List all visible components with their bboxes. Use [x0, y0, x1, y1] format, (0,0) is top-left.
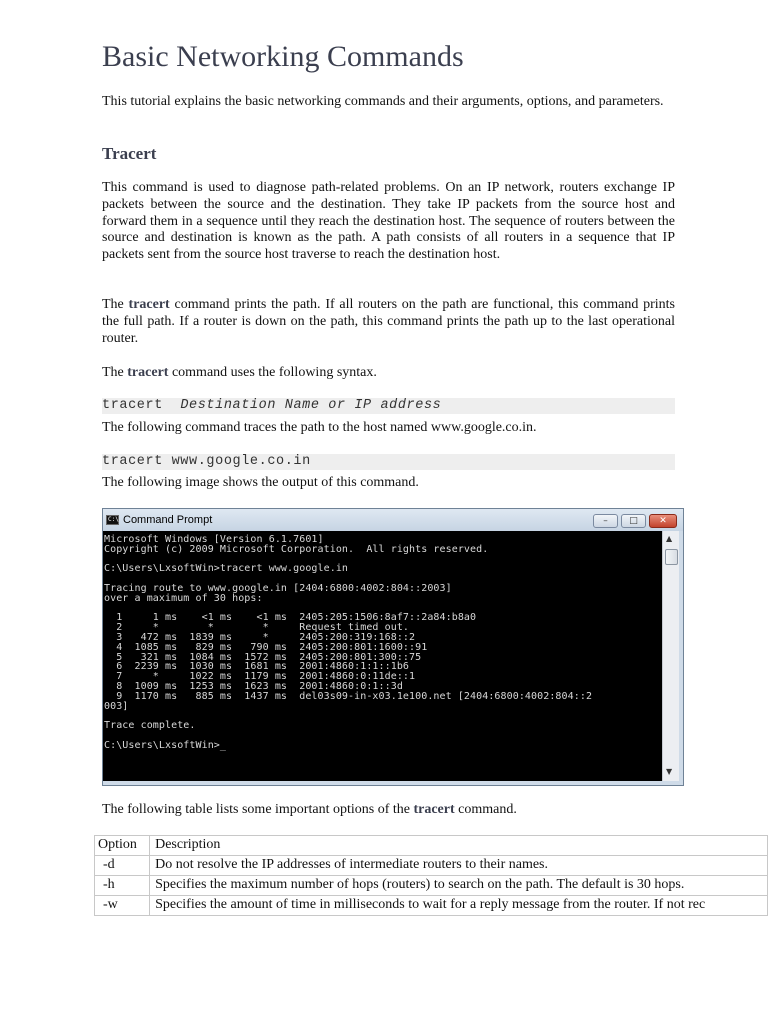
options-table [94, 835, 768, 916]
table-row [95, 856, 768, 876]
close-button[interactable]: ✕ [649, 514, 677, 528]
minimize-button[interactable]: – [593, 514, 618, 528]
option-cell: -h [95, 876, 150, 896]
tracert-keyword: tracert [128, 297, 170, 312]
page-title: Basic Networking Commands [102, 40, 464, 73]
description-cell: Specifies the amount of time in milliseconds to wait for a reply message from the router. If not rec [150, 896, 768, 916]
command-prompt-window [102, 508, 684, 786]
scrollbar-thumb[interactable] [665, 549, 678, 565]
option-cell: -d [95, 856, 150, 876]
command-prompt-icon: C:\ [108, 516, 119, 523]
intro-paragraph: This tutorial explains the basic networking commands and their arguments, options, and parameters. [102, 94, 664, 109]
section-heading-tracert: Tracert [102, 144, 157, 163]
table-row [95, 876, 768, 896]
description-cell: Specifies the maximum number of hops (routers) to search on the path. The default is 30 hops. [150, 876, 768, 896]
vertical-scrollbar[interactable] [662, 531, 679, 781]
header-description: Description [150, 836, 768, 856]
syntax-command: tracert [102, 398, 163, 413]
option-cell: -w [95, 896, 150, 916]
table-header-row [95, 836, 768, 856]
image-intro-paragraph: The following image shows the output of this command. [102, 475, 419, 490]
tracert-keyword: tracert [413, 802, 455, 817]
window-title: Command Prompt [123, 514, 213, 526]
tracert-path-paragraph: The tracert command prints the path. If all routers on the path are functional, this command prints the full path. If a router is down on the path, this command prints the path up to the last operational router. [102, 297, 675, 346]
tracert-keyword: tracert [127, 365, 169, 380]
header-option: Option [95, 836, 150, 856]
description-cell: Do not resolve the IP addresses of intermediate routers to their names. [150, 856, 768, 876]
example-intro-paragraph: The following command traces the path to the host named www.google.co.in. [102, 420, 537, 435]
table-intro-paragraph: The following table lists some important options of the tracert command. [102, 802, 517, 817]
syntax-code-block [102, 398, 675, 414]
console-output-text: Microsoft Windows [Version 6.1.7601] Copyright (c) 2009 Microsoft Corporation. All rights reserved. C:\Users\LxsoftWin>tracert www.google.in Tracing route to www.google.in [2404:6800:4002:804::2003] over a maximum of 30 hops: 1 1 ms <1 ms <1 ms 2405:205:1506:8af7::2a84:b8a0 2 * * * Request timed out. 3 472 ms 1839 ms * 2405:200:319:168::2 4 1085 ms 829 ms 790 ms 2405:200:801:1600::91 5 321 ms 1084 ms 1572 ms 2405:200:801:300::75 6 2239 ms 1030 ms 1681 ms 2001:4860:1:1::1b6 7 * 1022 ms 1179 ms 2001:4860:0:11de::1 8 1009 ms 1253 ms 1623 ms 2001:4860:0:1::3d 9 1170 ms 885 ms 1437 ms del03s09-in-x03.1e100.net [2404:6800:4002:804::2 003] Trace complete. C:\Users\LxsoftWin>_ [104, 534, 593, 751]
maximize-button[interactable]: □ [621, 514, 646, 528]
scroll-up-arrow-icon[interactable]: ▲ [666, 534, 673, 543]
example-code-block: tracert www.google.co.in [102, 454, 675, 470]
scroll-down-arrow-icon[interactable]: ▼ [666, 767, 673, 776]
table-row [95, 896, 768, 916]
tracert-description-paragraph: This command is used to diagnose path-related problems. On an IP network, routers exchange IP packets between the source and the destination. They take IP packets from the source host and forward them in a sequence until they reach the destination host. The sequence of routers between the source and destination is known as the path. A path consists of all routers in a sequence that IP packets sent from the source host traverse to reach the destination host. [102, 180, 675, 263]
syntax-argument: Destination Name or IP address [180, 398, 442, 413]
window-titlebar[interactable] [103, 509, 683, 531]
syntax-intro-paragraph: The tracert command uses the following syntax. [102, 365, 377, 380]
console-output-area[interactable] [103, 531, 662, 781]
